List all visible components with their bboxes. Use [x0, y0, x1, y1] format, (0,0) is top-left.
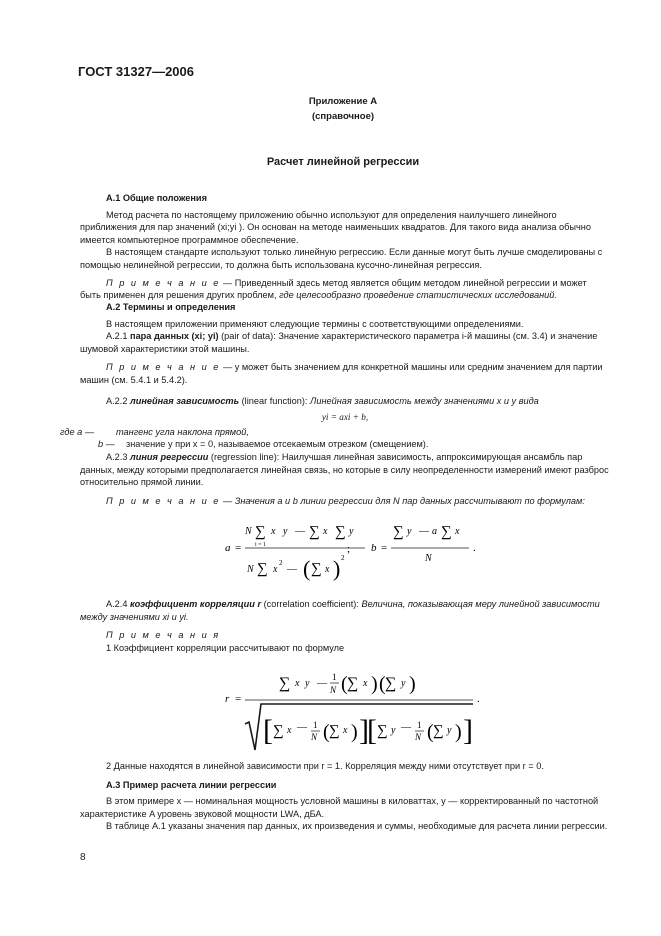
formula-equals: =: [235, 693, 242, 705]
note-text: — Значения a и b линии регрессии для N пар данных рассчитывают по формулам:: [220, 495, 585, 506]
formula-equals: =: [235, 542, 242, 554]
exponent: 2: [279, 559, 283, 567]
formula-y: y: [283, 526, 288, 537]
formula-y: y: [305, 678, 310, 689]
paren-left: (: [427, 721, 434, 743]
sum-sign: ∑: [309, 524, 320, 540]
formula-x: x: [363, 678, 368, 689]
term-english: (linear function):: [239, 395, 311, 406]
note: [80, 361, 610, 386]
formula-x: x: [271, 526, 276, 537]
note-label: П р и м е ч а н и е: [106, 277, 221, 288]
formula-y: y: [407, 526, 412, 537]
bracket-right: ]: [359, 714, 369, 747]
formula-r: [225, 658, 505, 758]
paren-right: ): [455, 721, 462, 743]
where-a: [60, 426, 610, 439]
note-text: — y может быть значением для конкретной машины или средним значением для партии машин (см. 5.4.1 и 5.4.2).: [80, 362, 603, 385]
note-label: П р и м е ч а н и е: [106, 495, 221, 506]
term-name: коэффициент корреляции r: [130, 599, 262, 609]
formula-x: x: [343, 725, 348, 736]
formula-x: x: [295, 678, 300, 689]
formula-y: y: [447, 725, 452, 736]
formula-minus: —: [295, 526, 305, 537]
formula-n: N: [311, 732, 318, 742]
formula-period: .: [473, 542, 476, 554]
sum-sign: ∑: [433, 723, 444, 739]
exponent: 2: [341, 554, 345, 562]
sum-sign: ∑: [385, 675, 397, 692]
note-label: П р и м е ч а н и е: [106, 362, 221, 373]
bracket-left: [: [263, 714, 273, 747]
note: [80, 277, 610, 302]
term-number: А.2.4: [106, 599, 131, 609]
term-english: (regression line):: [208, 451, 282, 462]
paren-left: (: [303, 556, 311, 581]
term-name: пара данных (xi; yi): [130, 331, 219, 342]
where-label: где a —: [60, 426, 95, 437]
sum-sign: ∑: [255, 524, 266, 540]
paren-left: (: [379, 673, 386, 695]
term-english: (correlation coefficient):: [261, 599, 362, 609]
annex-heading: [78, 94, 608, 124]
sum-sign: ∑: [347, 675, 359, 692]
sum-sign: ∑: [257, 561, 268, 577]
formula-separator: ;: [347, 543, 351, 555]
equation-linear: yi = axi + b,: [321, 412, 369, 423]
section-a1-heading: А.1 Общие положения: [106, 193, 207, 203]
paragraph: В этом примере x — номинальная мощность условной машины в киловаттах, y — корректированный по частотной характеристике A уровень звуковой мощности LWA, дБА.: [80, 796, 599, 819]
formula-one: 1: [332, 672, 337, 682]
paragraph: В настоящем стандарте используют только линейную регрессию. Если данные могут быть лучше смоделированы с помощью нелинейной регрессии, то должна быть использована кусочно-линейная регрессия.: [80, 247, 603, 270]
formula-minus: —: [401, 722, 411, 733]
paren-left: (: [323, 721, 330, 743]
sum-sign: ∑: [441, 524, 452, 540]
section-a2-heading: А.2 Термины и определения: [106, 302, 236, 312]
paren-left: (: [341, 673, 348, 695]
term-definition: Линейная зависимость между значениями x и y вида: [310, 395, 539, 406]
formula-minus: —: [287, 564, 297, 575]
term-english: (pair of data):: [218, 331, 279, 342]
note-italic: где целесообразно проведение статистических исследований.: [279, 290, 557, 301]
sum-sign: ∑: [279, 675, 291, 692]
bracket-left: [: [367, 714, 377, 747]
sum-sign: ∑: [335, 524, 346, 540]
term-definition: Наилучшая линейная зависимость, аппроксимирующая ансамбль пар данных, между которыми предполагается линейная связь, но которые в силу неопределенности измерений имеют разброс относительно прямой линии.: [80, 451, 609, 488]
formula-period: .: [477, 693, 480, 705]
annex-title: Приложение А: [308, 96, 378, 107]
note-1: 1 Коэффициент корреляции рассчитывают по формуле: [106, 642, 345, 653]
formula-n: N: [330, 685, 337, 695]
notes-label: П р и м е ч а н и я: [106, 630, 221, 641]
term-a22: [80, 395, 610, 408]
formula-x: x: [323, 526, 328, 537]
term-a24-block: [80, 598, 610, 654]
formula-x: x: [325, 564, 330, 575]
formula-minus: —: [419, 526, 429, 537]
formula-one: 1: [313, 720, 318, 730]
section-a3-heading: А.3 Пример расчета линии регрессии: [106, 779, 277, 790]
where-b: [98, 438, 610, 451]
formula-x: x: [455, 526, 460, 537]
term-definition: Значение характеристического параметра i-й машины (см. 3.4) и значение шумовой характеристики этой машины.: [80, 331, 598, 354]
where-text: значение y при x = 0, называемое отсекаемым отрезком (смещением).: [126, 439, 429, 450]
term-number: А.2.2: [106, 395, 131, 406]
formula-minus: —: [317, 678, 327, 689]
paren-right: ): [333, 556, 341, 581]
section-a2: [60, 301, 610, 507]
term-name: линия регрессии: [130, 451, 209, 462]
formula-symbol: b: [371, 542, 377, 554]
paren-right: ): [371, 673, 378, 695]
formula-minus: —: [297, 722, 307, 733]
sum-sign: ∑: [273, 723, 284, 739]
formula-n: N: [415, 732, 422, 742]
main-title: Расчет линейной регрессии: [266, 156, 420, 168]
paren-right: ): [351, 721, 358, 743]
paragraph: В настоящем приложении применяют следующие термины с соответствующими определениями.: [106, 318, 524, 329]
term-definition: Величина, показывающая меру линейной зависимости между значениями xi и yi.: [80, 599, 600, 622]
formula-n: N: [245, 526, 252, 537]
sum-sign: ∑: [393, 524, 404, 540]
paragraph: В таблице А.1 указаны значения пар данных, их произведения и суммы, необходимые для расчета линии регрессии.: [106, 821, 608, 832]
paren-right: ): [409, 673, 416, 695]
note-2: 2 Данные находятся в линейной зависимости при r = 1. Корреляция между ними отсутствует при r = 0.: [106, 761, 544, 771]
where-label: b —: [98, 439, 115, 450]
bracket-right: ]: [463, 714, 473, 747]
annex-kind: (справочное): [311, 111, 375, 122]
formula-a-b: [225, 510, 505, 586]
section-a3-block: [80, 760, 610, 833]
formula-y: y: [349, 526, 354, 537]
term-a21: [80, 330, 610, 355]
formula-one: 1: [417, 720, 422, 730]
formula-symbol: r: [225, 693, 230, 705]
note: [80, 495, 610, 508]
sum-sign: ∑: [329, 723, 340, 739]
term-a24: [80, 598, 610, 623]
formula-y: y: [391, 725, 396, 736]
formula-symbol: a: [225, 542, 231, 554]
term-name: линейная зависимость: [130, 395, 240, 406]
formula-equals: =: [381, 542, 388, 554]
formula-y: y: [401, 678, 406, 689]
section-a1: [80, 192, 610, 302]
formula-x: x: [273, 564, 278, 575]
formula-a: a: [432, 526, 437, 537]
page-number: 8: [80, 852, 86, 863]
formula-n: N: [425, 553, 432, 564]
term-number: А.2.3: [106, 451, 131, 462]
paragraph: Метод расчета по настоящему приложению обычно используют для определения наилучшего линейного приближения для пар значений (xi;yi ). Он основан на методе наименьших квадратов. Для такого вида анализа обычно имеется компьютерное программное обеспечение.: [80, 209, 591, 245]
note-text: — Приведенный здесь метод является общим методом линейной регрессии и может быть применен для решения других проблем,: [80, 277, 587, 301]
term-a23: [80, 451, 610, 489]
sum-sign: ∑: [377, 723, 388, 739]
where-text: тангенс угла наклона прямой,: [116, 426, 249, 437]
formula-n: N: [247, 564, 254, 575]
standard-header: ГОСТ 31327—2006: [78, 64, 194, 79]
formula-x: x: [287, 725, 292, 736]
sum-limit: i = 1: [255, 542, 267, 548]
term-number: А.2.1: [106, 331, 131, 342]
sum-sign: ∑: [311, 561, 322, 577]
